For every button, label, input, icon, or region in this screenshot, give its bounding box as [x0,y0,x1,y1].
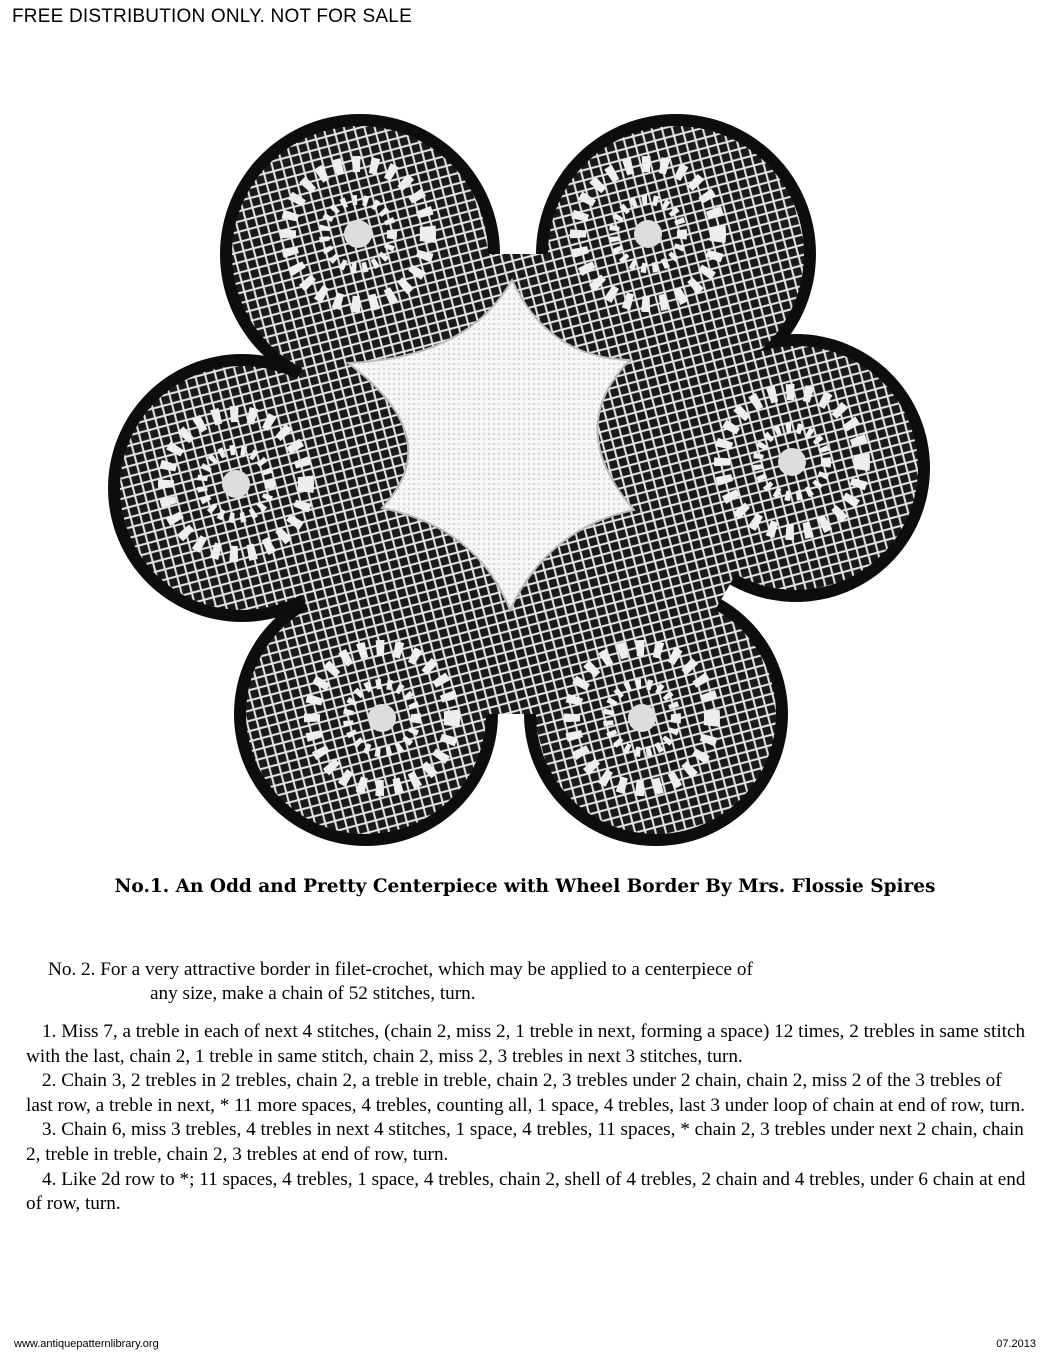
instruction-row: 4. Like 2d row to *; 11 spaces, 4 trebles, 1 space, 4 trebles, chain 2, shell of 4 trebles, 2 chain and 4 trebles, under 6 chain at end of row, turn. [26,1168,1026,1215]
pattern-intro [48,958,1018,1006]
instruction-row: 1. Miss 7, a treble in each of next 4 stitches, (chain 2, miss 2, 1 treble in next, forming a space) 12 times, 2 trebles in same stitch with the last, chain 2, 1 treble in same stitch, chain 2, miss 2, 3 trebles in next 3 stitches, turn. [26,1021,1026,1067]
instruction-row: 3. Chain 6, miss 3 trebles, 4 trebles in next 4 stitches, 1 space, 4 trebles, 11 spaces, * chain 2, 3 trebles under next 2 chain, chain 2, treble in treble, chain 2, 3 trebles at end of row, turn. [26,1119,1024,1165]
footer-date: 07.2013 [996,1338,1036,1350]
intro-line-2: any size, make a chain of 52 stitches, turn. [150,983,476,1004]
pattern-instructions [26,1020,1026,1217]
distribution-notice: FREE DISTRIBUTION ONLY. NOT FOR SALE [12,6,412,27]
intro-line-1: No. 2. For a very attractive border in filet-crochet, which may be applied to a centerpiece of [48,959,753,980]
centerpiece-photo [108,108,932,848]
footer-website: www.antiquepatternlibrary.org [14,1338,159,1350]
instruction-row: 2. Chain 3, 2 trebles in 2 trebles, chain 2, a treble in treble, chain 2, 3 trebles under 2 chain, chain 2, miss 2 of the 3 trebles of last row, a treble in next, * 11 more spaces, 4 trebles, counting all, 1 space, 4 trebles, last 3 under loop of chain at end of row, turn. [26,1070,1026,1116]
figure-caption: No.1. An Odd and Pretty Centerpiece with Wheel Border By Mrs. Flossie Spires [114,876,936,897]
